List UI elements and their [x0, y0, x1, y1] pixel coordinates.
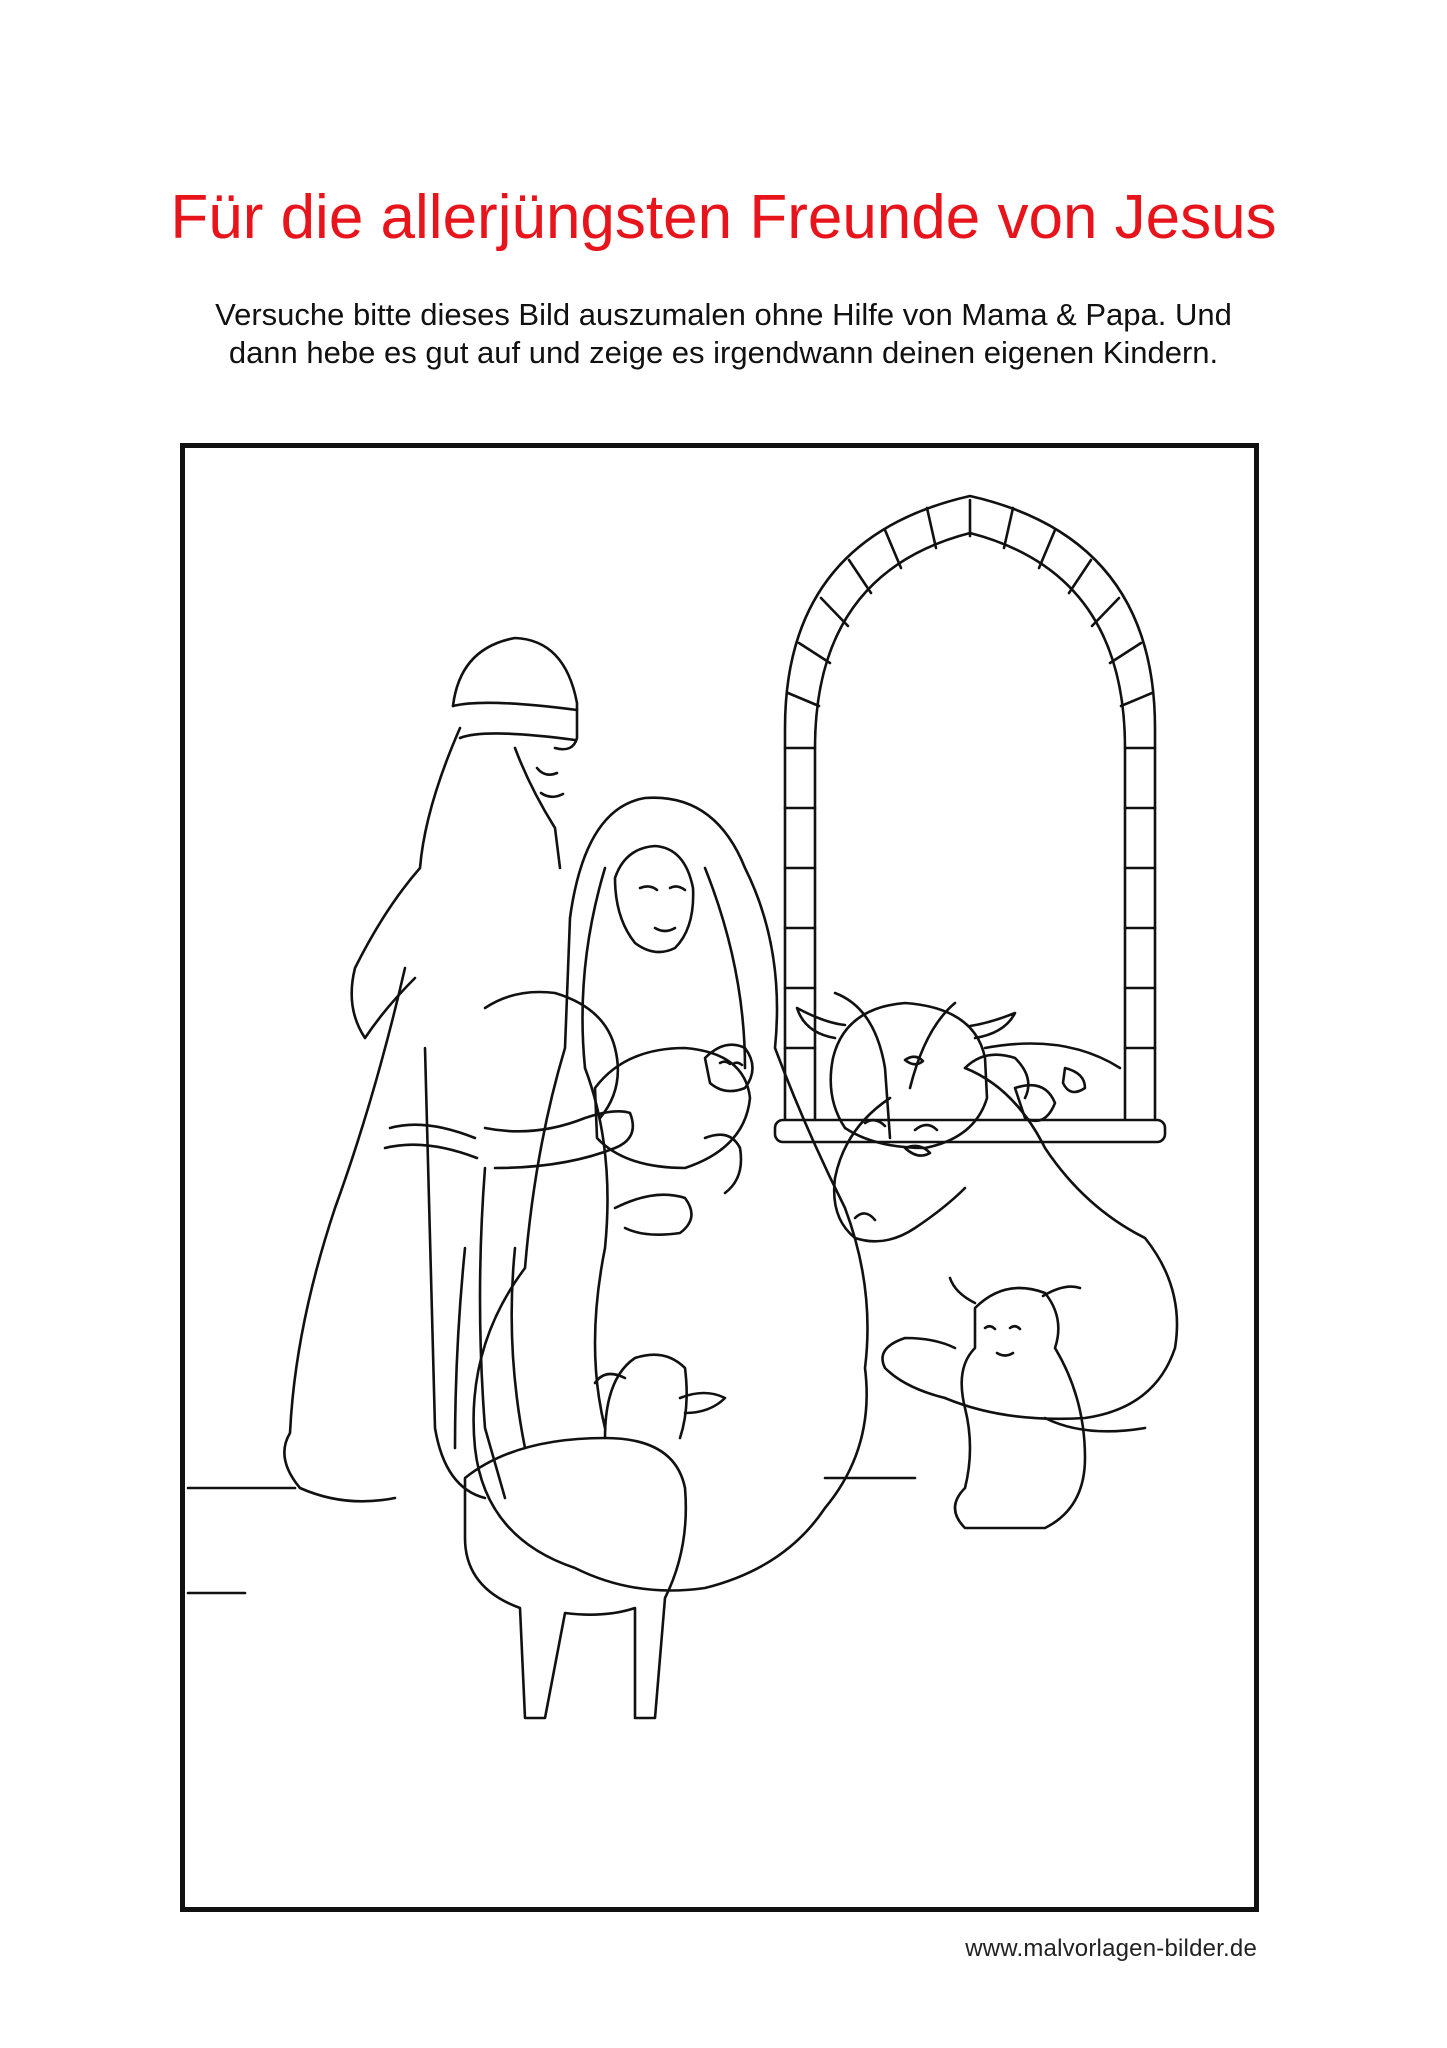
stable-floor-lines: [188, 1478, 915, 1593]
website-credit: www.malvorlagen-bilder.de: [965, 1935, 1257, 1962]
lamb-left: [465, 1355, 725, 1718]
intro-line-2: dann hebe es gut auf und zeige es irgendwann deinen eigenen Kindern.: [228, 335, 1219, 370]
intro-line-1: Versuche bitte dieses Bild auszumalen ohne Hilfe von Mama & Papa. Und: [215, 297, 1232, 332]
joseph: [284, 638, 632, 1501]
nativity-illustration: [185, 448, 1254, 1907]
lamb-right: [950, 1278, 1085, 1528]
intro-text: [120, 296, 1327, 372]
arched-window: [775, 496, 1165, 1142]
page-title: Für die allerjüngsten Freunde von Jesus: [170, 183, 1277, 252]
coloring-frame: [180, 443, 1259, 1912]
ox: [797, 1003, 1120, 1148]
